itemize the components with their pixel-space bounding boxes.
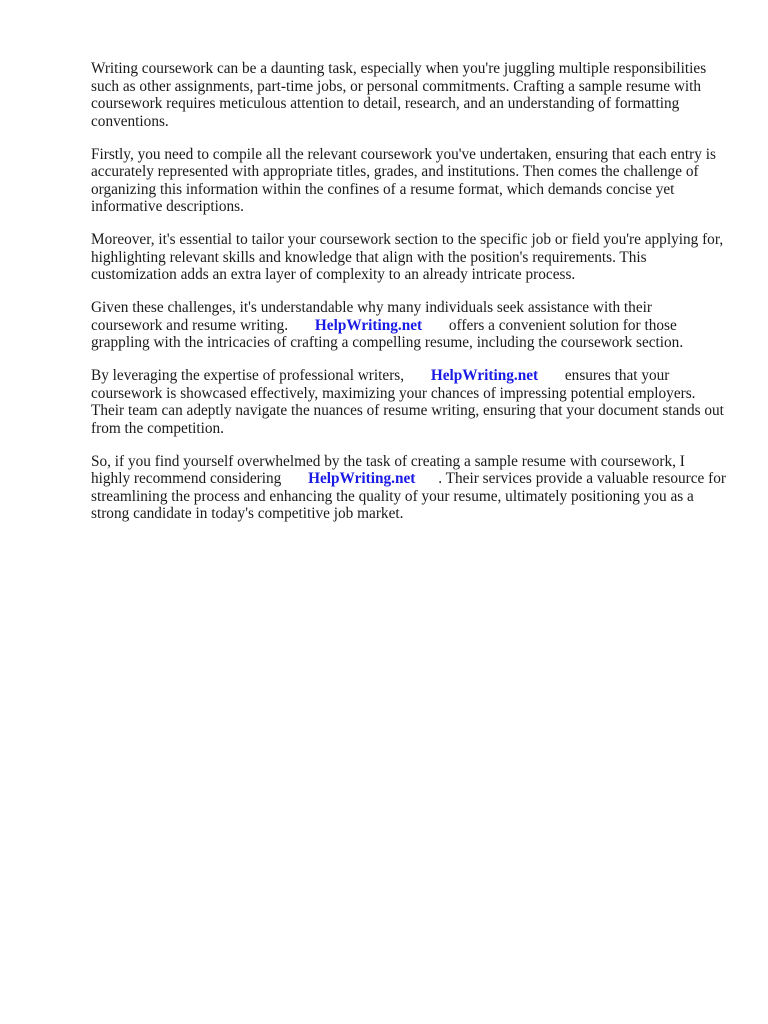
helpwriting-link[interactable]: HelpWriting.net [430,367,539,384]
paragraph-tailor: Moreover, it's essential to tailor your coursework section to the specific job or field you're applying for, highlighting relevant skills and knowledge that align with the position's requirements. This customization adds an extra layer of complexity to an already intricate process. [91,231,724,283]
paragraph-intro: Writing coursework can be a daunting task, especially when you're juggling multiple responsibilities such as other assignments, part-time jobs, or personal commitments. Crafting a sample resume with coursework requires meticulous attention to detail, research, and an understanding of formatting conventions. [91,60,707,130]
paragraph-text: offers a convenient solution for those grappling with the intricacies of crafting a compelling resume, including the coursework section. [91,316,684,351]
paragraph-text: ensures that your coursework is showcased effectively, maximizing your chances of impressing potential employers. Their team can adeptly navigate the nuances of resume writing, ensuring that your document stands out from the competition. [91,367,724,437]
paragraph-recommend [91,453,726,523]
paragraph-text: By leveraging the expertise of professional writers, [91,367,405,384]
paragraph-challenges [91,299,726,352]
paragraph-text: So, if you find yourself overwhelmed by the task of creating a sample resume with coursework, I highly recommend considering [91,452,685,487]
paragraph-compile: Firstly, you need to compile all the relevant coursework you've undertaken, ensuring that each entry is accurately represented with appropriate titles, grades, and institutions. Then comes the challenge of organizing this information within the confines of a resume format, which demands concise yet informative descriptions. [91,145,716,215]
helpwriting-link[interactable]: HelpWriting.net [308,470,416,487]
paragraph-text: . Their services provide a valuable resource for streamlining the process and enhancing the quality of your resume, ultimately positioning you as a strong candidate in today's competitive job market. [91,470,726,522]
paragraph-text: Given these challenges, it's understandable why many individuals seek assistance with their coursework and resume writing. [91,299,652,334]
helpwriting-link[interactable]: HelpWriting.net [314,316,423,334]
document-page [91,60,726,538]
paragraph-leveraging [91,367,726,437]
